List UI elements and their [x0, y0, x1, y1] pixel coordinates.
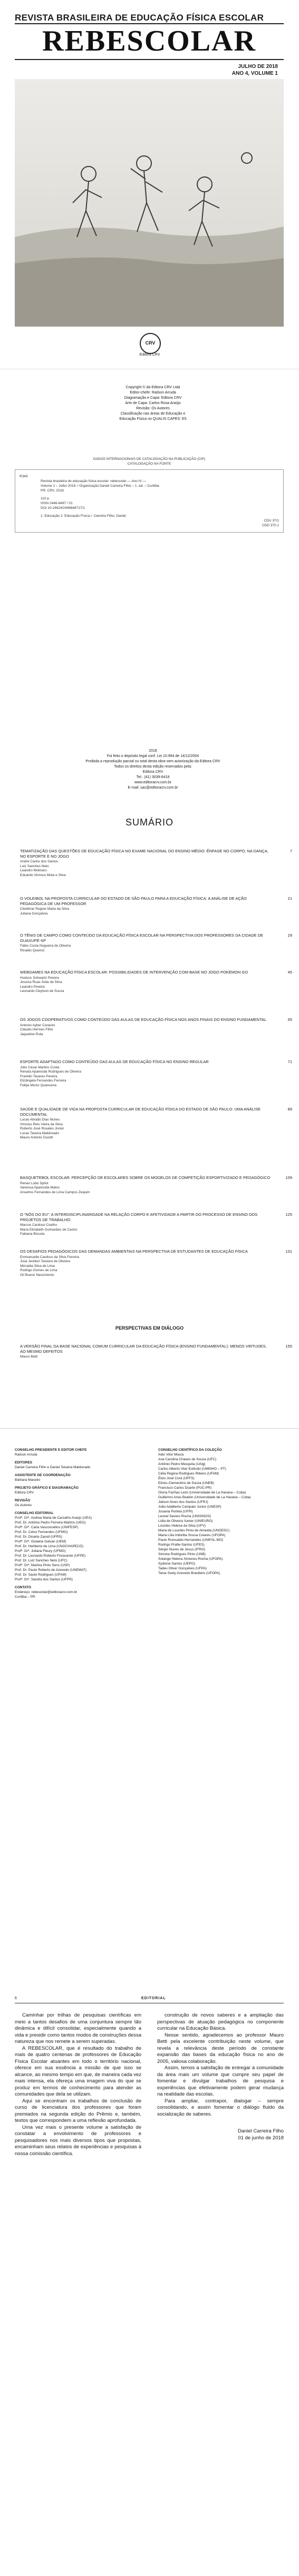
author-name: Eduardo Vinícius Mota e Silva [20, 873, 66, 877]
toc-entry[interactable] [20, 896, 292, 916]
cip-line: 110 p. [41, 497, 50, 500]
masthead-line: Gloria Fariñas León (Universidade de La Havana – Cuba) [158, 1491, 246, 1495]
author-name: Antonio Ayber Caracini [20, 1023, 55, 1027]
author-name: Rodrigo Gomes de Lima [20, 1269, 57, 1272]
author-name: Franklin Tavares Pereira [20, 1074, 57, 1078]
editorial-column-left [15, 2012, 141, 2157]
paragraph: Aqui se encontram os trabalhos de conclusão de curso de licenciatura dos professores que foram premiados na segunda edição do Prêmio e, também, textos que correspondem a uma reflexão aprofundada. [15, 2098, 141, 2123]
masthead-line: Guillermo Arias Beatón (Universidade de La Havana – Cuba) [158, 1496, 251, 1499]
masthead-line: Curitiba – PR [15, 1595, 35, 1599]
toc-entry-authors [20, 976, 271, 994]
masthead-line: Tadeu Oliver Gonçalves (UFPA) [158, 1567, 207, 1570]
author-name: Leandro Molinaro [20, 869, 47, 872]
imprint-line: Proibida a reprodução parcial ou total desta obra sem autorização da Editora CRV [85, 760, 220, 763]
author-name: Mauro Antonio Guiotti [20, 1136, 53, 1139]
credit-line: Revisão: Os Autores [136, 407, 170, 410]
masthead-heading: EDITORES [15, 1461, 33, 1464]
credit-line: Arte de Capa: Carlos Rosa Araújo [125, 401, 181, 405]
masthead-line: Simone Rodrigues Pinto (UNB) [158, 1552, 206, 1556]
author-name: Lucas Taveira Maldonado [20, 1131, 59, 1135]
editorial-column-right [157, 2012, 284, 2141]
masthead-line: Ana Carolina Chaves de Souza (UFC) [158, 1458, 217, 1461]
author-name: Mirnalda Silva de Lima [20, 1264, 55, 1268]
masthead-line: Daniel Carreira Filho e Daniel Teixeira Maldonado [15, 1466, 91, 1469]
masthead-heading: ASSISTENTE DE COORDENAÇÃO [15, 1473, 71, 1477]
toc-entry-title: O “NÓS DO EU”: A INTERDISCIPLINARIDADE NA RELAÇÃO CORPO E AFETIVIDADE A PARTIR DO PROCESSO DE ENSINO DOS PROJETOS DE TRABALHO [20, 1212, 258, 1222]
issue-meta [232, 63, 278, 77]
masthead-line: Élsio José Corá (UFFS) [158, 1477, 195, 1480]
imprint-line: Tel.: (41) 3039-6418 [136, 775, 170, 779]
masthead-line: Profª. Drª. Marilza Pinto Sens (USP) [15, 1564, 70, 1567]
imprint-line: Todos os direitos desta edição reservados pela: [114, 765, 192, 769]
masthead-line: Solange Helena Ximenes-Rocha (UFOPA) [158, 1557, 223, 1561]
cip-line: 1. Educação 2. Educação Física I. Carreira Filho, Daniel [41, 514, 126, 518]
masthead-line: Profª. Drª. Sandra dos Santos (UFPR) [15, 1578, 73, 1581]
masthead-page [0, 1428, 299, 1992]
imprint-line: 2018 [149, 749, 157, 753]
toc-entry[interactable] [20, 1249, 292, 1277]
paragraph: Nesse sentido, agradecemos ao professor Mauro Betti pela excelente contribuição neste volume, que revela a relevância deste período de constante expansão das bases da educação física no ano de 2005, valiosa colaboração. [157, 2032, 284, 2064]
author-name: Hudson Schwartz Pereira [20, 976, 59, 980]
cip-line: ISSN 2446-8487 / 01 [41, 502, 73, 505]
paragraph: A REBESCOLAR, que é resultado do trabalho de mais de quatro centenas de professores de Educação Física Escolar atuantes em todo o território nacional, oferece em sua essência a missão de que isso se alcance, ao mesmo tempo em que, de maneira cada vez mais intensa, ela ofereça uma imagem viva do que se produz em termos de conhecimento para atender as comunidades que dela se utilizam. [15, 2045, 141, 2097]
publisher-logo: CRV [140, 333, 161, 354]
masthead-line: Os Autores [15, 1503, 32, 1507]
toc-entry-authors [20, 1255, 271, 1278]
author-name: Leandro Pereira [20, 985, 45, 989]
masthead-line: Profª. Drª. Juliana Fleury (UFMG) [15, 1549, 66, 1553]
paragraph: Para ampliar, contrapor, dialogar – sempre consolidando, e assim fomentar o diálogo fluido da socialização de saberes. [157, 2098, 284, 2117]
toc-entry-page: 29 [287, 933, 292, 938]
toc-entry-authors [20, 1118, 271, 1140]
author-name: Fábio Costa Nogueira de Oliveira [20, 944, 71, 948]
masthead-right [158, 1444, 279, 1576]
masthead-line: Maria Lília Imbiriba Sousa Colares (UFOPA) [158, 1533, 226, 1537]
toc-entry-page: 45 [287, 970, 292, 975]
cover-drawing [15, 79, 284, 327]
signature-date: 01 de junho de 2018 [238, 2135, 284, 2141]
author-name: Renata Aparecida Rodrigues de Oliveira [20, 1070, 81, 1074]
author-name: Emmanuelle Cardoso da Silva Ferreira [20, 1255, 79, 1259]
masthead-line: Prof. Dr. Celso Fernandes (UFMG) [15, 1530, 68, 1534]
author-name: Rinaldo Queiroz [20, 948, 45, 952]
author-name: Leonardo Cleylson de Souza [20, 989, 64, 993]
credit-line: Editor-chefe: Railson Arruda [130, 391, 176, 395]
cip-line: CDD 370.1 [262, 524, 279, 527]
author-name: Fabiana Bissola [20, 1232, 45, 1236]
toc-entry-authors [20, 944, 271, 953]
author-name: Elizângela Fernandes Ferreira [20, 1079, 66, 1083]
credits-block [74, 385, 232, 422]
masthead-heading: CONSELHO CIENTÍFICO DA COLEÇÃO [158, 1448, 222, 1452]
toc-entry-authors [20, 1182, 271, 1195]
credit-line: Educação Física no QUALIS CAPES: E5 [119, 417, 187, 421]
toc-entry[interactable] [20, 1059, 292, 1088]
masthead-line: Profª. Drª. Gislaine Galvan (UEM) [15, 1540, 66, 1543]
toc-entry-title: OS DESAFIOS PEDAGÓGICOS DAS DEMANDAS AMBIENTAIS NA PERSPECTIVA DE ESTUDANTES DE EDUCAÇÃO FÍSICA [20, 1249, 248, 1254]
masthead-line: Leonel Severo Rocha (UNISINOS) [158, 1515, 211, 1518]
masthead-line: Carlos Alberto Vilar Estêvão (UMINHO – PT) [158, 1467, 226, 1471]
masthead-line: Lídia de Oliveira Xavier (UNIEURO) [158, 1519, 213, 1523]
masthead-line: Prof. Dr. Luiz Sanches Neto (UFC) [15, 1559, 67, 1562]
toc-entry-title: SAÚDE E QUALIDADE DE VIDA NA PROPOSTA CURRICULAR DE EDUCAÇÃO FÍSICA DO ESTADO DE SÃO PAULO: UMA ANÁLISE DOCUMENTAL [20, 1107, 261, 1117]
cip-subtitle: CATALOGAÇÃO NA FONTE [127, 462, 171, 466]
masthead-line: Profª. Drª. Carla Vasconcellos (UNIFESP) [15, 1526, 79, 1529]
masthead-heading: PROJETO GRÁFICO E DIAGRAMAÇÃO [15, 1486, 79, 1490]
toc-entry[interactable] [20, 1344, 292, 1360]
credit-line: Diagramação e Capa: Editora CRV [124, 396, 182, 400]
toc-entry-title: OS JOGOS COOPERATIVOS COMO CONTEÚDO DAS AULAS DE EDUCAÇÃO FÍSICA NOS ANOS FINAIS DO ENSINO FUNDAMENTAL [20, 1017, 267, 1022]
toc-entry[interactable] [20, 1212, 292, 1237]
masthead-left [15, 1444, 136, 1599]
author-name: Jessica Ruas Ávila da Silva [20, 980, 62, 984]
toc-entry-page: 131 [285, 1249, 292, 1254]
paragraph: construção de novos saberes e a ampliação das perspectivas de atuação pedagógica no componente curricular na Educação Básica. [157, 2012, 284, 2031]
toc-entry-page: 55 [287, 1017, 292, 1022]
toc-entry[interactable] [20, 933, 292, 953]
toc-entry[interactable] [20, 849, 292, 878]
toc-entry-title: ESPORTE ADAPTADO COMO CONTEÚDO DAS AULAS DE EDUCAÇÃO FÍSICA NO ENSINO REGULAR [20, 1059, 209, 1064]
masthead-heading: CONSELHO EDITORIAL [15, 1511, 54, 1515]
author-name: Maria Elizabeth Guimarães de Castro [20, 1227, 78, 1232]
cip-line: CDU 37/1 [264, 519, 279, 523]
author-name: Gil Bueno Nascimento [20, 1273, 54, 1277]
toc-entry-authors [20, 1024, 271, 1037]
toc-entry-authors [20, 1355, 271, 1360]
toc-entry-page: 109 [285, 1175, 292, 1180]
toc-entry[interactable] [20, 970, 292, 994]
author-name: Anselmo Fernandes de Lima Campos Zequim [20, 1190, 90, 1194]
imprint-block [74, 749, 232, 791]
masthead-line: Editora CRV [15, 1491, 34, 1495]
masthead-line: João Adalberto Campato Junior (UNESP) [158, 1505, 221, 1509]
masthead-heading: CONTATO [15, 1586, 32, 1589]
issue-volume: ANO 4, VOLUME 1 [232, 71, 278, 76]
cip-line: Revista brasileira de educação física escolar: rebescolar — Ano IV — [41, 479, 147, 483]
toc-entry-title: BASQUETEBOL ESCOLAR: PERCEPÇÃO DE ESCOLARES SOBRE OS MODELOS DE COMPETIÇÃO ESPORTIVIZADO E PEDAGÓGICO [20, 1175, 271, 1180]
signature-name: Daniel Carreira Filho [237, 2128, 284, 2134]
toc-entry-title: O VOLEIBOL NA PROPOSTA CURRICULAR DO ESTADO DE SÃO PAULO PARA A EDUCAÇÃO FÍSICA: A ANÁLISE DE AÇÃO PEDAGÓGICA DE UM PROFESSOR [20, 896, 247, 906]
masthead-line: Prof. Dr. Antônio Pedro Ferreira Martins (UEG) [15, 1521, 86, 1525]
masthead-line: Sérgio Nunes de Jesus (IFRO) [158, 1548, 205, 1551]
masthead-line: Josania Portela (UFPI) [158, 1510, 193, 1513]
toc-entry-authors [20, 860, 271, 878]
imprint-line: E-mail: sac@editoracrv.com.br [128, 786, 178, 790]
masthead-line: Lourdes Helena da Silva (UFV) [158, 1524, 206, 1528]
toc-entry-page: 21 [287, 896, 292, 901]
toc-entry-page: 89 [287, 1107, 292, 1112]
masthead-line: Francisco Carlos Duarte (PUC-PR) [158, 1486, 212, 1490]
credit-line: Copyright © da Editora CRV Ltda [126, 386, 180, 389]
masthead-line: Prof. Dr. Leonardo Roberto Fioravante (UFPE) [15, 1554, 86, 1558]
toc-entry-page: 71 [287, 1059, 292, 1064]
masthead-line: Prof. Dr. Saulo Rodrigues (UFAM) [15, 1573, 66, 1577]
masthead-line: Paulo Romualdo Hernandes (UNIFAL-MG) [158, 1538, 224, 1542]
masthead-line: Prof. Dr. Paulo Roberto de Azevedo (UNEMAT) [15, 1568, 87, 1572]
toc-entry[interactable] [20, 1107, 292, 1140]
author-name: Marcos Cardoso Coelho [20, 1223, 57, 1227]
masthead-line: Profª. Drª. Andrea Maria de Carvalho Araújo (UEA) [15, 1516, 92, 1520]
credit-line: Classificação nas áreas de Educação e [120, 412, 186, 416]
masthead-line: Prof. Dr. Dinarte Zanoll (UFRS) [15, 1535, 62, 1539]
page-number: 6 [15, 1997, 17, 2000]
contact-email[interactable]: Endereço: rebescolar@editoracrv.com.br [15, 1590, 78, 1594]
cover-illustration [15, 79, 284, 327]
author-name: Renan Lobo Spilot [20, 1181, 49, 1185]
author-name: Vanessa Aparecida Matos [20, 1186, 60, 1189]
paragraph: Caminhar por trilhas de pesquisas científicas em meio a tantos desafios de uma conjuntura sempre tão dinâmica e difícil consolidar, especialmente quando a vida e presidir como tantos modos de construções dessa natureza que nos remete a serem superadas. [15, 2012, 141, 2044]
author-name: Cláudio Hermes Filho [20, 1028, 53, 1031]
paragraph: Uma vez mais o presente volume a satisfação de constatar a envolvimento de professores e pesquisadores nos mais diversos tipos que propostas, encaminham seus relatos de experiências e pesquisas à nossa comissão científica. [15, 2124, 141, 2157]
toc-entry[interactable] [20, 1017, 292, 1037]
cip-line: Volume 1 – Julho 2018. / Organização Daniel Carreira Filho – 1. ed. – Curitiba [41, 484, 159, 488]
toc-entry-authors [20, 907, 271, 916]
author-name: Júlio César Martins Costa [20, 1065, 60, 1069]
author-name: Juliana Gonçalves [20, 911, 49, 916]
toc-entry-page: 125 [285, 1212, 292, 1217]
toc-entry-title: O TÊNIS DE CAMPO COMO CONTEÚDO DA EDUCAÇÃO FÍSICA ESCOLAR NA PERSPECTIVA DOS PROFESSORES DA CIDADE DE GUAXUPÉ-SP [20, 933, 264, 943]
author-name: Luiz Sanches Neto [20, 864, 49, 868]
toc-page [0, 796, 299, 1428]
toc-entry-authors [20, 1223, 271, 1237]
masthead-line: Bárbara Macedo [15, 1478, 41, 1482]
masthead-line: Célia Regina Rodrigues Ribeiro (UFAM) [158, 1472, 219, 1476]
paragraph: Assim, temos a satisfação de entregar à comunidade da área mais um volume que cumpre seu papel de fomentar e divulgar trabalhos de pesquisa e experiências que efetivamente podem gerar mudança na realidade das escolas. [157, 2065, 284, 2097]
author-name: Vinícius Reis Vieira da Silva [20, 1122, 63, 1126]
cip-line: DOI 10.24824/2446848717/1 [41, 506, 85, 510]
masthead-heading: CONSELHO PRESIDENTE E EDITOR CHEFE [15, 1448, 87, 1452]
editorial-page [0, 1992, 299, 2576]
author-name: José Jeoilton Teixeira de Oliveira [20, 1260, 70, 1263]
issue-date: JULHO DE 2018 [238, 64, 278, 70]
section-heading: PERSPECTIVAS EM DIÁLOGO [115, 1325, 184, 1331]
cip-line: PR: CRV, 2018. [41, 489, 65, 493]
cip-card [15, 469, 284, 533]
author-name: Felipe Muniz Quaresma [20, 1083, 56, 1087]
masthead-line: Maria de Lourdes Pinto de Almeida (UNOESC) [158, 1529, 230, 1532]
section-label: EDITORIAL [141, 1997, 166, 2000]
cip-title: DADOS INTERNACIONAIS DE CATALOGAÇÃO NA PUBLICAÇÃO (CIP) [93, 457, 206, 461]
toc-title: SUMÁRIO [125, 817, 173, 828]
toc-entry-page: 7 [290, 849, 292, 853]
toc-entry[interactable] [20, 1175, 292, 1195]
masthead-line: Jailson Alves dos Santos (UFRJ) [158, 1500, 208, 1504]
author-name: Roberto José Rosales Júnior [20, 1127, 64, 1130]
masthead-line: Elizeu Clementino de Souza (UNEB) [158, 1481, 214, 1485]
journal-title: REVISTA BRASILEIRA DE EDUCAÇÃO FÍSICA ESCOLAR [15, 13, 264, 23]
author-name: André Carlos dos Santos [20, 860, 59, 863]
author-name: Jaqueline Ruta [20, 1032, 43, 1036]
journal-brand: REBESCOLAR [42, 25, 256, 57]
toc-entry-page: 155 [285, 1344, 292, 1349]
imprint-line: Foi feito o depósito legal conf. Lei 10.994 de 14/12/2004 [107, 754, 199, 758]
toc-entry-authors [20, 1066, 271, 1088]
imprint-line: www.editoracrv.com.br [134, 781, 172, 784]
author-name: Mauro Betti [20, 1355, 38, 1359]
cip-block [15, 457, 284, 533]
toc-entry-title: TEMATIZAÇÃO DAS QUESTÕES DE EDUCAÇÃO FÍSICA NO EXAME NACIONAL DO ENSINO MÉDIO: ÊNFASE NO CORPO, NA DANÇA, NO ESPORTE E NO JOGO [20, 849, 268, 859]
toc-entry-title: WEBGAMES NA EDUCAÇÃO FÍSICA ESCOLAR: POSSIBILIDADES DE INTERVENÇÃO COM BASE NO JOGO POKÉMON GO [20, 970, 248, 975]
masthead-line: Sydione Santos (UEPG) [158, 1562, 196, 1566]
cip-line: R349 [20, 475, 28, 478]
toc-entry-title: A VERSÃO FINAL DA BASE NACIONAL COMUM CURRICULAR DA EDUCAÇÃO FÍSICA (ENSINO FUNDAMENTAL): MENOS VIRTUDES, AO MESMO DEFEITOS [20, 1344, 267, 1354]
imprint-line: Editora CRV [142, 770, 163, 774]
masthead-heading: REVISÃO [15, 1499, 31, 1502]
masthead-line: Prof. Dr. Heriberto de Lima (UNOCHAPECÓ) [15, 1545, 84, 1548]
masthead-line: Rodrigo Pratte-Santos (UFES) [158, 1543, 205, 1547]
publisher-caption: Editora CRV [139, 353, 160, 357]
masthead-line: Tania Suely Azevedo Brasileiro (UFOPA) [158, 1571, 220, 1575]
masthead-line: Aldo Vitor Moura [158, 1453, 184, 1457]
masthead-line: Antônio Pedro Mesquita (UAlg) [158, 1462, 206, 1466]
author-name: Lucas Abraão Dias Nunes [20, 1118, 60, 1122]
cover-page [0, 0, 299, 369]
author-name: Cleidimar Rejane Maria da Silva [20, 907, 69, 911]
catalog-page [0, 369, 299, 796]
page-header [15, 1997, 284, 2003]
masthead-line: Railson Arruda [15, 1453, 37, 1457]
divider [15, 59, 284, 60]
